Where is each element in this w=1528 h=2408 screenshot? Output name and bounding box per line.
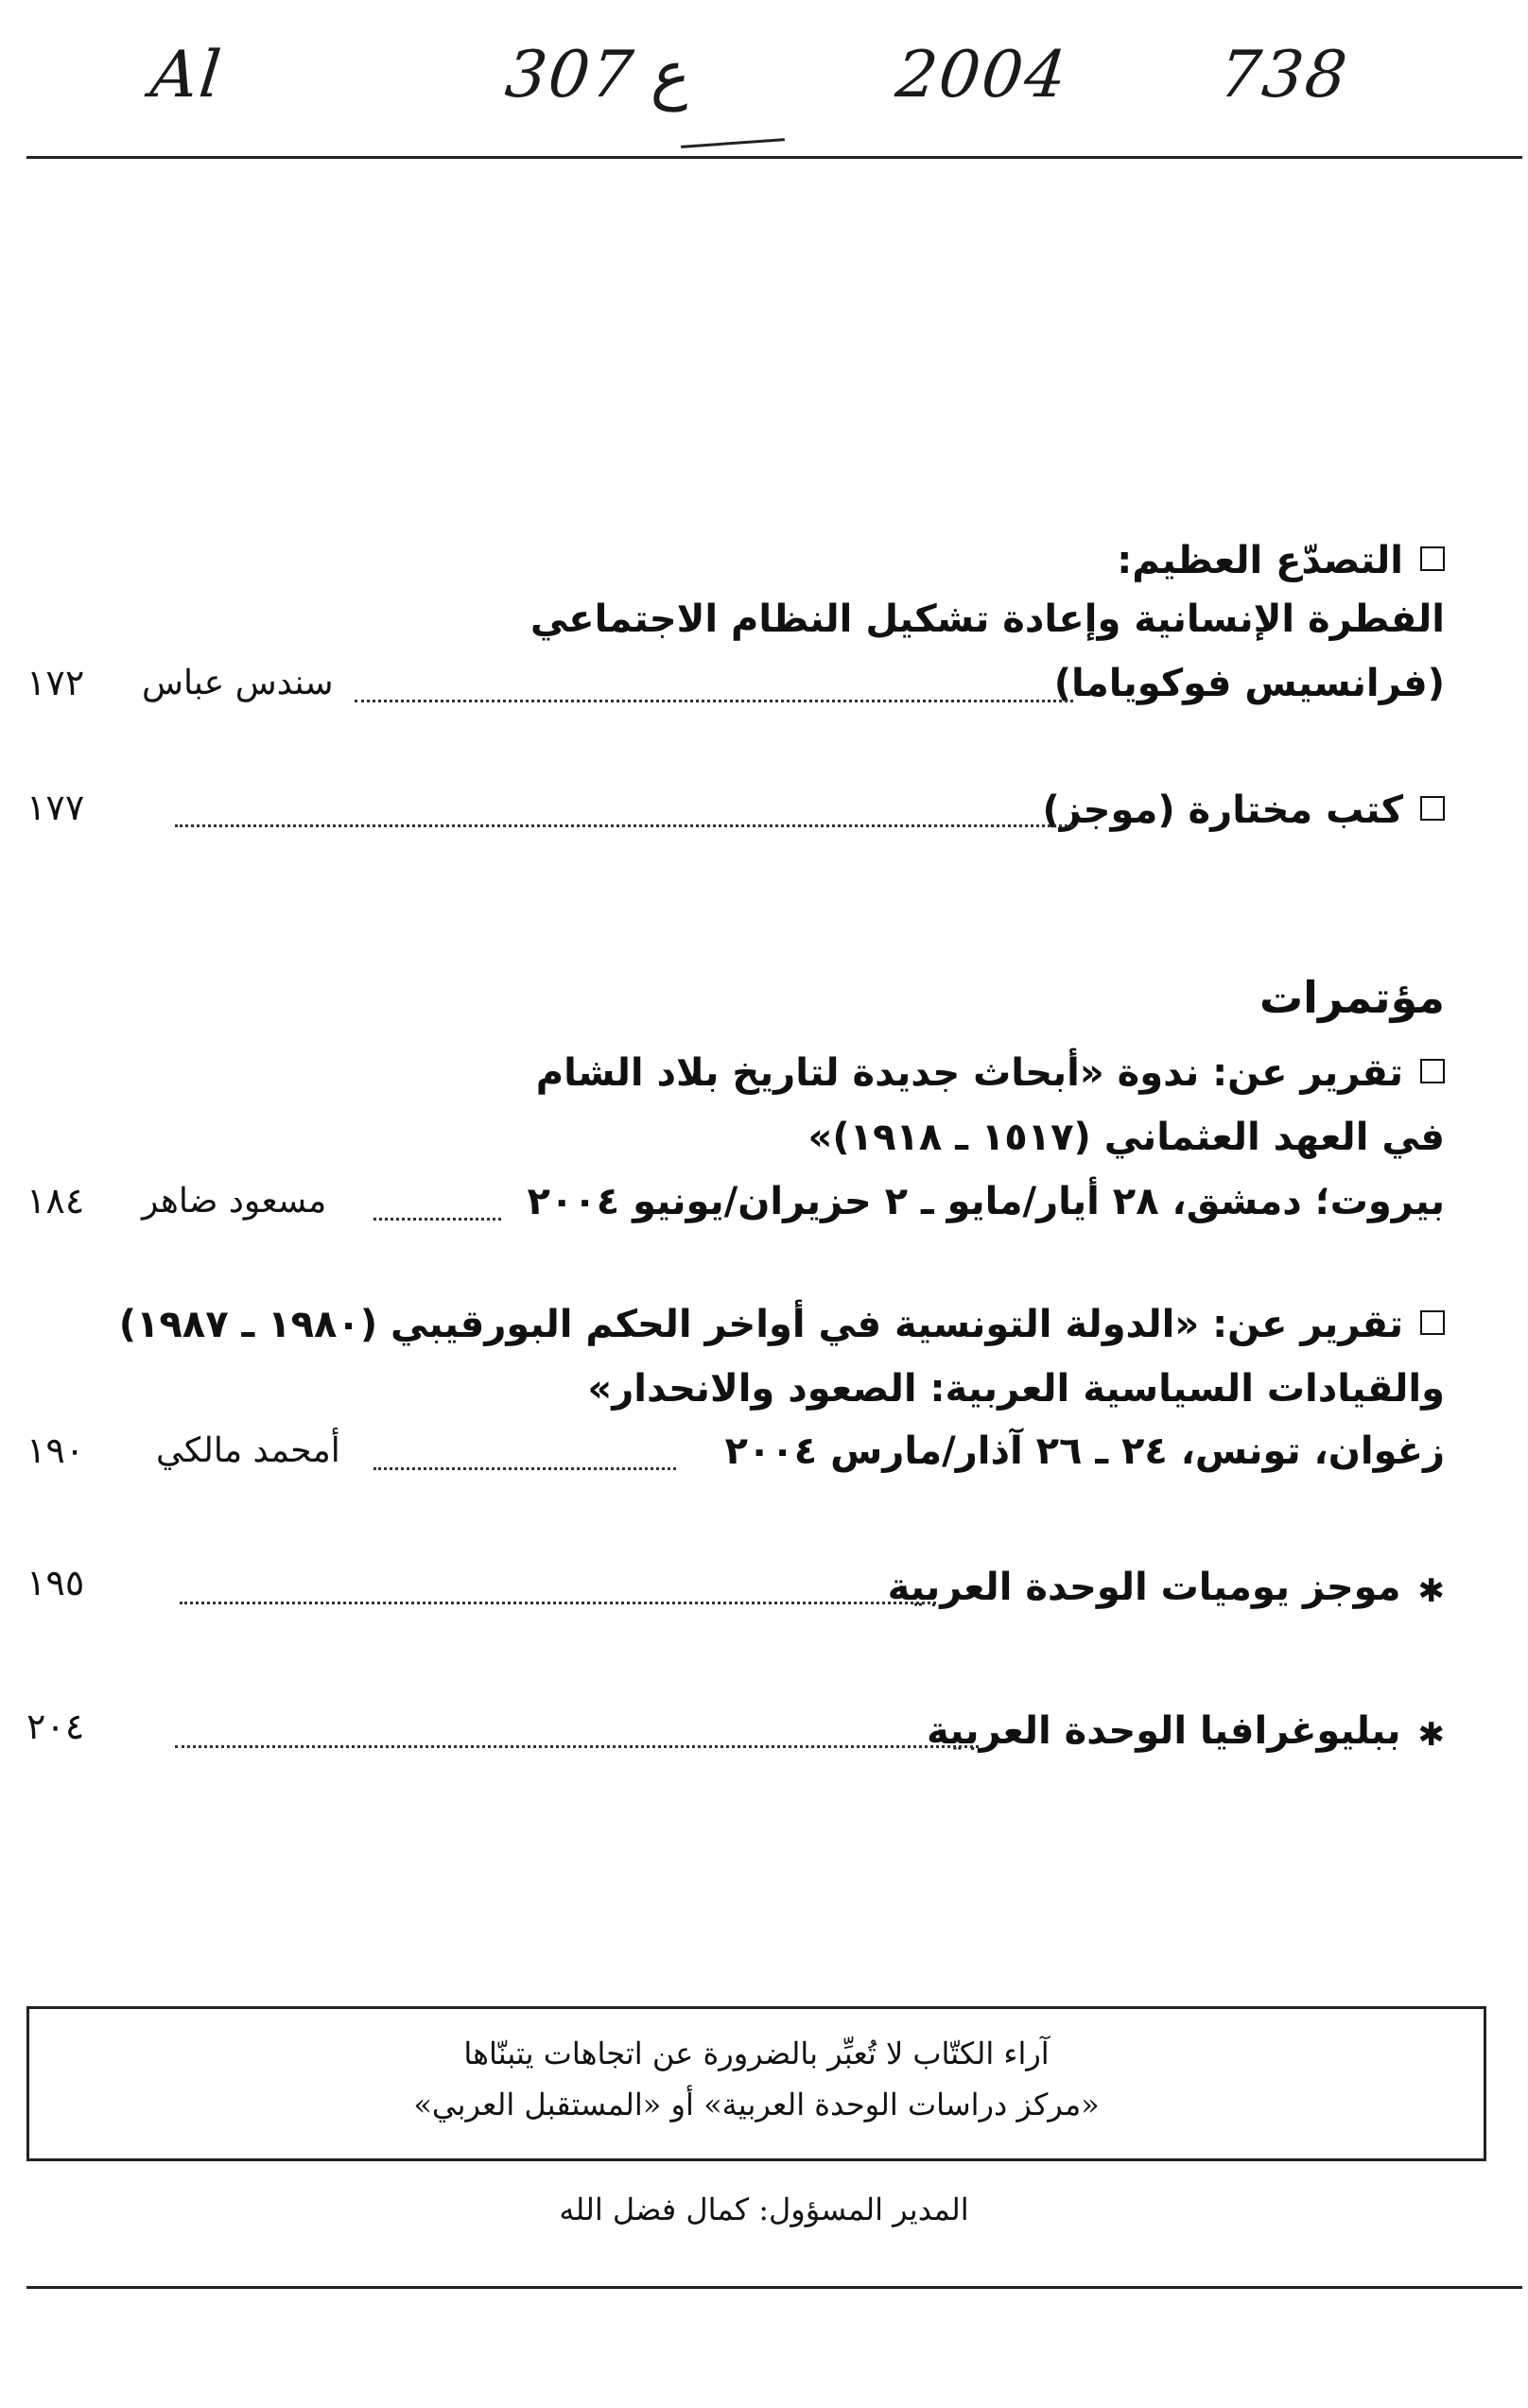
dot-leader xyxy=(180,1602,936,1604)
entry-title-line xyxy=(1117,539,1445,582)
bottom-rule xyxy=(26,2286,1522,2289)
entry-title-line xyxy=(119,1303,1445,1346)
handwritten-number: 307 xyxy=(501,38,638,113)
entry-title: تقرير عن: ندوة «أبحاث جديدة لتاريخ بلاد الشام xyxy=(535,1051,1403,1095)
entry-title: التصدّع العظيم: xyxy=(1117,539,1403,582)
disclaimer-line-1: آراء الكتّاب لا تُعبِّر بالضرورة عن اتجاهات يتبنّاها xyxy=(463,2036,1050,2071)
page-number: ١٨٤ xyxy=(26,1180,85,1221)
entry-title: تقرير عن: «الدولة التونسية في أواخر الحكم البورقيبي (١٩٨٠ ـ ١٩٨٧) xyxy=(118,1303,1403,1346)
entry-author: سندس عباس xyxy=(142,664,334,702)
entry-title-line xyxy=(536,1051,1445,1095)
entry-title-line xyxy=(888,1566,1445,1609)
page-number: ١٩٠ xyxy=(26,1429,85,1471)
dot-leader xyxy=(175,824,1073,827)
director-credit: المدير المسؤول: كمال فضل الله xyxy=(559,2191,969,2227)
entry-title-line xyxy=(1043,788,1445,832)
entry-subtitle: الفطرة الإنسانية وإعادة تشكيل النظام الاجتماعي xyxy=(530,598,1445,641)
handwritten-code: Al xyxy=(147,38,227,113)
page-number: ٢٠٤ xyxy=(26,1706,85,1747)
square-bullet-icon xyxy=(1420,546,1445,571)
square-bullet-icon xyxy=(1420,1059,1445,1083)
entry-title: موجز يوميات الوحدة العربية xyxy=(887,1566,1401,1609)
entry-author: مسعود ضاهر xyxy=(142,1182,327,1221)
page-number: ١٩٥ xyxy=(26,1562,85,1603)
asterisk-bullet-icon: ✱ xyxy=(1417,1716,1445,1754)
disclaimer-box xyxy=(26,2006,1486,2161)
disclaimer-line-2: «مركز دراسات الوحدة العربية» أو «المستقبل العربي» xyxy=(413,2087,1100,2122)
entry-title: كتب مختارة (موجز) xyxy=(1042,788,1403,832)
dot-leader xyxy=(355,700,1073,702)
square-bullet-icon xyxy=(1420,1310,1445,1335)
handwritten-id: 738 xyxy=(1215,38,1352,113)
entry-author: أمحمد مالكي xyxy=(156,1431,340,1470)
entry-author-work: (فرانسيس فوكوياما) xyxy=(1053,662,1445,705)
entry-subtitle: في العهد العثماني (١٥١٧ ـ ١٩١٨)» xyxy=(807,1116,1445,1159)
asterisk-bullet-icon: ✱ xyxy=(1417,1572,1445,1610)
entry-location: زغوان، تونس، ٢٤ ـ ٢٦ آذار/مارس ٢٠٠٤ xyxy=(724,1429,1445,1473)
square-bullet-icon xyxy=(1420,796,1445,821)
handwritten-year: 2004 xyxy=(892,38,1072,113)
page-number: ١٧٧ xyxy=(26,787,85,828)
page-number: ١٧٢ xyxy=(26,662,85,703)
entry-title-line xyxy=(927,1709,1445,1753)
dot-leader xyxy=(175,1745,979,1748)
entry-location: بيروت؛ دمشق، ٢٨ أيار/مايو ـ ٢ حزيران/يونيو ٢٠٠٤ xyxy=(527,1180,1445,1223)
dot-leader xyxy=(373,1467,676,1470)
top-rule xyxy=(26,156,1522,159)
handwritten-letter: ع xyxy=(648,38,695,113)
dot-leader xyxy=(373,1218,501,1221)
entry-title: ببليوغرافيا الوحدة العربية xyxy=(926,1709,1401,1753)
section-heading: مؤتمرات xyxy=(1259,972,1445,1023)
entry-subtitle: والقيادات السياسية العربية: الصعود والانحدار» xyxy=(587,1367,1445,1411)
handwritten-underline xyxy=(681,138,785,148)
